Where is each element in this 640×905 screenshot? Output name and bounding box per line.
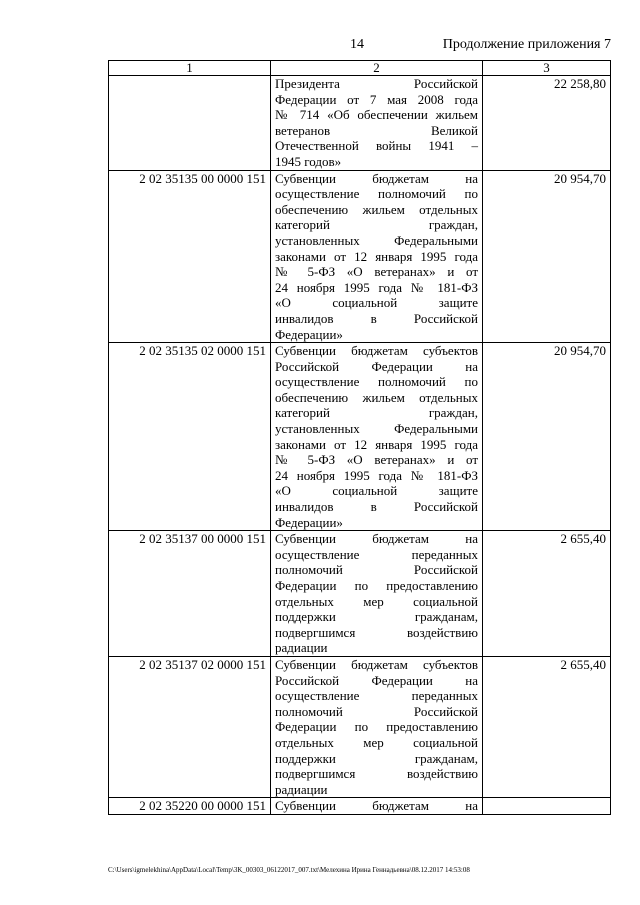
description-last-line: радиации <box>275 781 328 797</box>
table-row <box>109 170 611 343</box>
budget-code-cell: 2 02 35135 02 0000 151 <box>109 343 271 531</box>
description-line: № 5-ФЗ «О ветеранах» и от <box>275 264 478 280</box>
description-last-line: Федерации» <box>275 514 343 530</box>
footer-file-path: C:\Users\igmelekhina\AppData\Local\Temp\3K_00303_06122017_007.txt\Мелехина Ирина Геннадьевна\08.12.2017 14:53:08 <box>108 866 470 874</box>
description-line: полномочий Российской <box>275 562 478 578</box>
description-line: Федерации по предоставлению <box>275 719 478 735</box>
description-cell <box>271 798 483 815</box>
description-line: отдельных мер социальной <box>275 593 478 609</box>
description-line: «О социальной защите <box>275 483 478 499</box>
description-line: инвалидов в Российской <box>275 310 478 326</box>
description-line: Субвенции бюджетам субъектов <box>275 656 478 672</box>
description-line: ветеранов Великой <box>275 122 478 138</box>
description-cell <box>271 531 483 657</box>
description-cell <box>271 76 483 171</box>
description-line: подвергшимся воздействию <box>275 766 478 782</box>
description-last-line: 1945 годов» <box>275 153 342 169</box>
description-line: Федерации от 7 мая 2008 года <box>275 91 478 107</box>
description-line: осуществление переданных <box>275 546 478 562</box>
table-row <box>109 343 611 531</box>
description-line: обеспечению жильем отдельных <box>275 389 478 405</box>
amount-cell <box>483 798 611 815</box>
description-line: 24 ноября 1995 года № 181-ФЗ <box>275 467 478 483</box>
description-line: категорий граждан, <box>275 405 478 421</box>
amount-cell: 20 954,70 <box>483 170 611 343</box>
description-line: обеспечению жильем отдельных <box>275 201 478 217</box>
description-line: осуществление полномочий по <box>275 186 478 202</box>
amount-cell: 2 655,40 <box>483 531 611 657</box>
description-line: поддержки гражданам, <box>275 609 478 625</box>
description-line: Субвенции бюджетам на <box>275 170 478 186</box>
budget-table <box>108 60 611 815</box>
description-line: полномочий Российской <box>275 703 478 719</box>
page-number: 14 <box>350 37 364 52</box>
description-last-line: радиации <box>275 640 328 656</box>
budget-code-cell: 2 02 35137 00 0000 151 <box>109 531 271 657</box>
amount-cell: 20 954,70 <box>483 343 611 531</box>
column-header-3: 3 <box>483 61 611 76</box>
amount-cell: 2 655,40 <box>483 656 611 797</box>
description-last-line: Субвенции бюджетам на <box>275 798 478 814</box>
description-line: законами от 12 января 1995 года <box>275 248 478 264</box>
amount-cell: 22 258,80 <box>483 76 611 171</box>
budget-code-cell: 2 02 35137 02 0000 151 <box>109 656 271 797</box>
description-last-line: Федерации» <box>275 326 343 342</box>
description-line: № 714 «Об обеспечении жильем <box>275 107 478 123</box>
description-line: Президента Российской <box>275 76 478 91</box>
description-line: осуществление переданных <box>275 688 478 704</box>
description-line: Федерации по предоставлению <box>275 578 478 593</box>
description-line: № 5-ФЗ «О ветеранах» и от <box>275 452 478 468</box>
description-line: подвергшимся воздействию <box>275 624 478 640</box>
description-line: осуществление полномочий по <box>275 374 478 390</box>
table-row <box>109 76 611 171</box>
description-line: Российской Федерации на <box>275 358 478 374</box>
table-row <box>109 798 611 815</box>
description-line: «О социальной защите <box>275 295 478 311</box>
column-header-2: 2 <box>271 61 483 76</box>
column-header-1: 1 <box>109 61 271 76</box>
description-line: 24 ноября 1995 года № 181-ФЗ <box>275 279 478 295</box>
budget-code-cell <box>109 76 271 171</box>
budget-code-cell: 2 02 35135 00 0000 151 <box>109 170 271 343</box>
budget-code-cell: 2 02 35220 00 0000 151 <box>109 798 271 815</box>
description-line: Субвенции бюджетам субъектов <box>275 343 478 359</box>
description-line: инвалидов в Российской <box>275 499 478 515</box>
description-cell <box>271 170 483 343</box>
description-line: отдельных мер социальной <box>275 734 478 750</box>
table-row <box>109 656 611 797</box>
column-number-row <box>109 61 611 76</box>
description-line: Субвенции бюджетам на <box>275 531 478 547</box>
continuation-label: Продолжение приложения 7 <box>442 37 611 52</box>
description-line: законами от 12 января 1995 года <box>275 436 478 452</box>
description-cell <box>271 343 483 531</box>
table-row <box>109 531 611 657</box>
description-line: установленных Федеральными <box>275 232 478 248</box>
description-line: установленных Федеральными <box>275 421 478 437</box>
description-line: Российской Федерации на <box>275 672 478 688</box>
description-line: Отечественной войны 1941 – <box>275 138 478 154</box>
description-cell <box>271 656 483 797</box>
description-line: поддержки гражданам, <box>275 750 478 766</box>
description-line: категорий граждан, <box>275 217 478 233</box>
